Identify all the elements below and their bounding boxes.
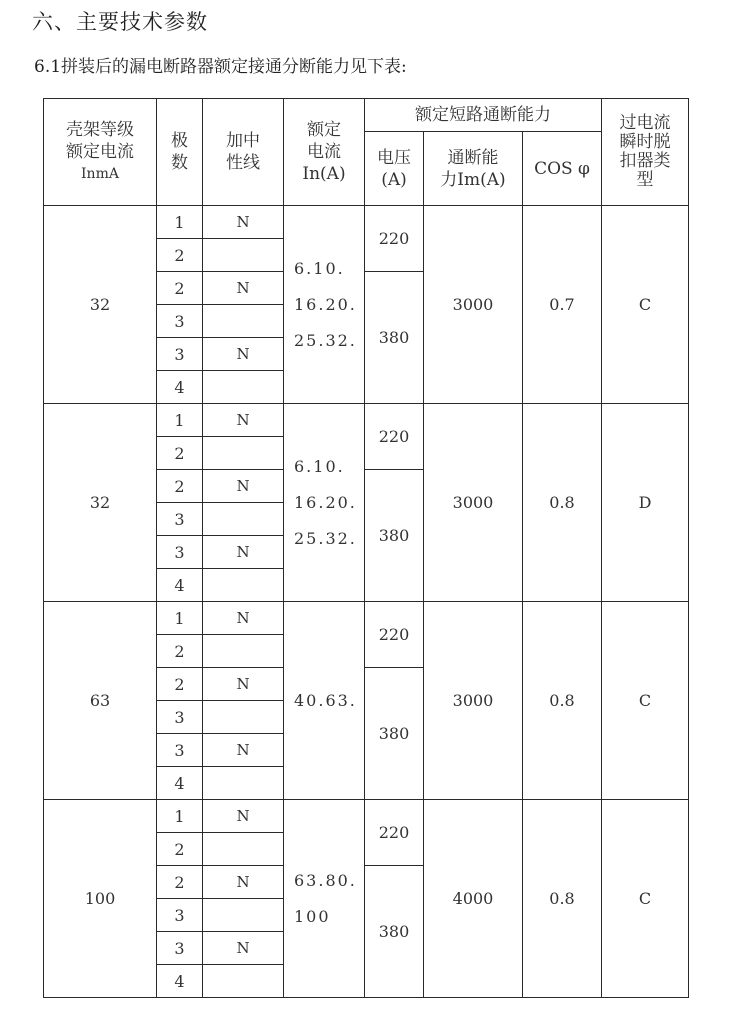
frame-rating-cell: 100 (44, 800, 157, 998)
voltage-cell: 380 (365, 866, 424, 998)
poles-cell: 2 (157, 833, 203, 866)
poles-cell: 2 (157, 668, 203, 701)
poles-cell: 3 (157, 338, 203, 371)
poles-cell: 2 (157, 272, 203, 305)
rated-current-value: 6.10. (294, 258, 345, 278)
neutral-cell: N (203, 404, 284, 437)
voltage-cell: 380 (365, 272, 424, 404)
neutral-cell (203, 767, 284, 800)
poles-cell: 2 (157, 239, 203, 272)
neutral-cell: N (203, 734, 284, 767)
rated-current-cell (284, 800, 365, 998)
poles-cell: 3 (157, 305, 203, 338)
poles-cell: 3 (157, 701, 203, 734)
section-title: 六、主要技术参数 (32, 10, 208, 34)
intro-text: 6.1拼装后的漏电断路器额定接通分断能力见下表: (34, 57, 407, 77)
poles-cell: 4 (157, 371, 203, 404)
rated-current-value: 63.80. (294, 870, 357, 890)
voltage-cell: 220 (365, 800, 424, 866)
frame-rating-cell: 32 (44, 206, 157, 404)
header-breaking-capacity: 通断能 力Im(A) (424, 132, 523, 206)
breaking-capacity-cell: 3000 (424, 602, 523, 800)
neutral-cell (203, 701, 284, 734)
frame-rating-cell: 63 (44, 602, 157, 800)
spec-table (43, 98, 689, 998)
neutral-cell: N (203, 668, 284, 701)
neutral-cell (203, 437, 284, 470)
neutral-cell: N (203, 866, 284, 899)
neutral-cell (203, 965, 284, 998)
frame-rating-cell: 32 (44, 404, 157, 602)
cos-phi-cell: 0.8 (523, 800, 602, 998)
rated-current-cell (284, 404, 365, 602)
table-row (44, 800, 689, 833)
neutral-cell: N (203, 206, 284, 239)
neutral-cell: N (203, 536, 284, 569)
poles-cell: 2 (157, 470, 203, 503)
poles-cell: 1 (157, 404, 203, 437)
header-frame-rating: 壳架等级 额定电流 InmA (44, 99, 157, 206)
breaking-capacity-cell: 3000 (424, 404, 523, 602)
rated-current-value: 25.32. (294, 528, 357, 548)
neutral-cell (203, 503, 284, 536)
rated-current-cell (284, 602, 365, 800)
header-neutral: 加中 性线 (203, 99, 284, 206)
cos-phi-cell: 0.7 (523, 206, 602, 404)
neutral-cell: N (203, 272, 284, 305)
header-trip-type: 过电流 瞬时脱 扣器类 型 (602, 99, 689, 206)
rated-current-value: 6.10. (294, 456, 345, 476)
table-row (44, 404, 689, 437)
neutral-cell (203, 305, 284, 338)
neutral-cell: N (203, 470, 284, 503)
neutral-cell: N (203, 932, 284, 965)
trip-type-cell: C (602, 800, 689, 998)
neutral-cell: N (203, 602, 284, 635)
poles-cell: 1 (157, 800, 203, 833)
neutral-cell (203, 899, 284, 932)
neutral-cell (203, 371, 284, 404)
header-rated-current: 额定 电流 In(A) (284, 99, 365, 206)
table-row (44, 206, 689, 239)
poles-cell: 4 (157, 569, 203, 602)
poles-cell: 3 (157, 536, 203, 569)
rated-current-value: 16.20. (294, 294, 357, 314)
neutral-cell: N (203, 800, 284, 833)
table-row (44, 602, 689, 635)
trip-type-cell: C (602, 206, 689, 404)
neutral-cell (203, 833, 284, 866)
poles-cell: 4 (157, 767, 203, 800)
neutral-cell (203, 635, 284, 668)
neutral-cell: N (203, 338, 284, 371)
header-cos-phi: COS φ (523, 132, 602, 206)
poles-cell: 3 (157, 932, 203, 965)
poles-cell: 4 (157, 965, 203, 998)
poles-cell: 1 (157, 206, 203, 239)
poles-cell: 3 (157, 503, 203, 536)
rated-current-value: 16.20. (294, 492, 357, 512)
rated-current-value: 40.63. (294, 690, 357, 710)
poles-cell: 2 (157, 866, 203, 899)
trip-type-cell: C (602, 602, 689, 800)
poles-cell: 1 (157, 602, 203, 635)
rated-current-cell (284, 206, 365, 404)
poles-cell: 3 (157, 734, 203, 767)
neutral-cell (203, 569, 284, 602)
header-short-circuit: 额定短路通断能力 (365, 99, 602, 132)
rated-current-value: 25.32. (294, 330, 357, 350)
voltage-cell: 220 (365, 206, 424, 272)
cos-phi-cell: 0.8 (523, 602, 602, 800)
voltage-cell: 380 (365, 470, 424, 602)
rated-current-value: 100 (294, 906, 331, 926)
header-poles: 极 数 (157, 99, 203, 206)
cos-phi-cell: 0.8 (523, 404, 602, 602)
breaking-capacity-cell: 4000 (424, 800, 523, 998)
voltage-cell: 220 (365, 404, 424, 470)
poles-cell: 3 (157, 899, 203, 932)
voltage-cell: 220 (365, 602, 424, 668)
neutral-cell (203, 239, 284, 272)
breaking-capacity-cell: 3000 (424, 206, 523, 404)
trip-type-cell: D (602, 404, 689, 602)
voltage-cell: 380 (365, 668, 424, 800)
header-voltage: 电压 (A) (365, 132, 424, 206)
poles-cell: 2 (157, 437, 203, 470)
poles-cell: 2 (157, 635, 203, 668)
